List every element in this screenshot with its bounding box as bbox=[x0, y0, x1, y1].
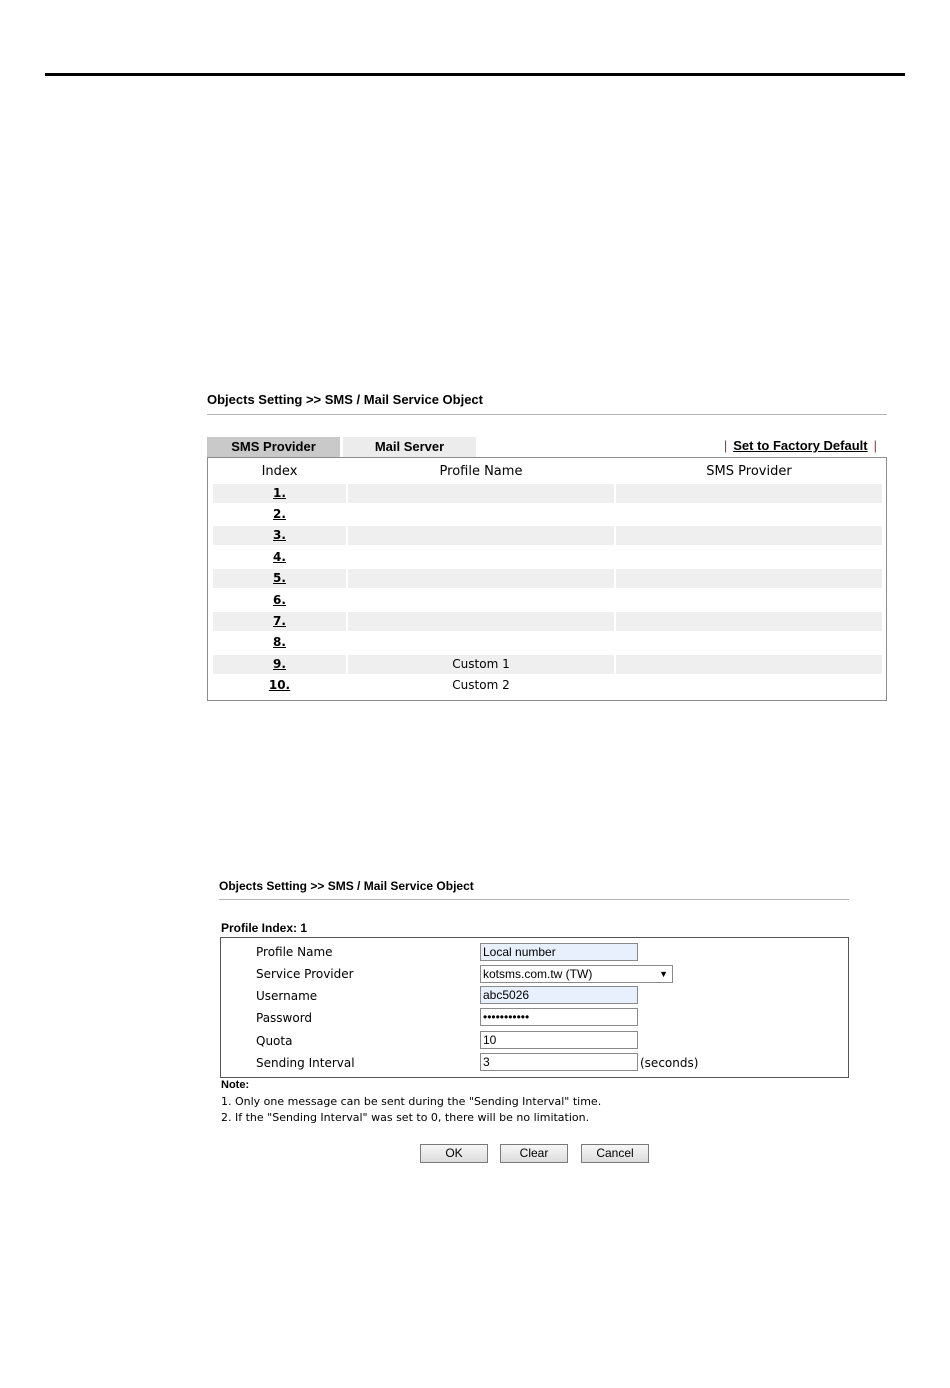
page-header-rule bbox=[45, 73, 905, 76]
set-factory-default-link[interactable]: Set to Factory Default bbox=[733, 438, 868, 453]
separator-right: | bbox=[873, 438, 877, 453]
column-header-index: Index bbox=[261, 464, 298, 479]
profile-index-link[interactable]: 6. bbox=[273, 593, 286, 607]
table-row bbox=[213, 505, 882, 525]
profile-form bbox=[220, 937, 849, 1078]
edit-page-title: Objects Setting >> SMS / Mail Service Object bbox=[219, 879, 474, 893]
profile-index-link[interactable]: 8. bbox=[273, 635, 286, 649]
service-provider-select[interactable] bbox=[480, 965, 673, 983]
profile-index-link[interactable]: 1. bbox=[213, 484, 346, 503]
sms-provider-cell bbox=[616, 655, 882, 674]
note-line: 1. Only one message can be sent during the "Sending Interval" time. bbox=[221, 1095, 602, 1108]
table-row bbox=[213, 526, 882, 546]
column-header-sms-provider: SMS Provider bbox=[706, 464, 792, 479]
table-row bbox=[213, 484, 882, 504]
profile-index-link[interactable]: 9. bbox=[213, 655, 346, 674]
profile-index-label: Profile Index: 1 bbox=[221, 921, 308, 935]
table-row bbox=[213, 633, 882, 653]
table-row bbox=[213, 548, 882, 568]
sms-profile-table bbox=[207, 457, 887, 701]
profile-name-cell bbox=[348, 484, 614, 503]
profile-name-cell bbox=[348, 612, 614, 631]
username-input[interactable]: abc5026 bbox=[480, 986, 638, 1004]
factory-default-area bbox=[718, 438, 883, 453]
tab-mail-server[interactable]: Mail Server bbox=[343, 437, 476, 457]
table-row bbox=[213, 612, 882, 632]
profile-index-link[interactable]: 5. bbox=[213, 569, 346, 588]
cancel-button[interactable]: Cancel bbox=[581, 1144, 649, 1163]
edit-title-divider bbox=[219, 899, 849, 900]
profile-name-cell bbox=[348, 505, 614, 524]
column-header-profile-name: Profile Name bbox=[439, 464, 523, 479]
sms-provider-cell bbox=[616, 633, 882, 652]
note-title: Note: bbox=[221, 1079, 250, 1091]
profile-name-cell bbox=[348, 548, 614, 567]
username-label: Username bbox=[256, 989, 318, 1003]
password-label: Password bbox=[256, 1011, 313, 1025]
sms-provider-cell bbox=[616, 612, 882, 631]
tab-sms-provider[interactable]: SMS Provider bbox=[207, 437, 340, 457]
profile-name-cell bbox=[348, 526, 614, 545]
profile-index-link[interactable]: 3. bbox=[213, 526, 346, 545]
profile-name-cell bbox=[348, 569, 614, 588]
sms-provider-cell bbox=[616, 676, 882, 695]
profile-name-label: Profile Name bbox=[256, 945, 333, 959]
service-provider-label: Service Provider bbox=[256, 967, 354, 981]
service-provider-value: kotsms.com.tw (TW) bbox=[483, 967, 593, 981]
profile-name-input[interactable]: Local number bbox=[480, 943, 638, 961]
list-title-divider bbox=[207, 414, 887, 415]
profile-index-link[interactable]: 10. bbox=[268, 678, 291, 692]
profile-index-link[interactable]: 4. bbox=[273, 550, 286, 564]
profile-name-cell: Custom 2 bbox=[452, 678, 510, 692]
password-input[interactable]: ••••••••••• bbox=[480, 1008, 638, 1026]
table-row bbox=[213, 655, 882, 675]
clear-button[interactable]: Clear bbox=[500, 1144, 568, 1163]
sending-interval-unit: (seconds) bbox=[640, 1056, 699, 1070]
sending-interval-input[interactable]: 3 bbox=[480, 1053, 638, 1071]
sms-provider-cell bbox=[616, 526, 882, 545]
note-line: 2. If the "Sending Interval" was set to 0, there will be no limitation. bbox=[221, 1111, 590, 1124]
profile-index-link[interactable]: 2. bbox=[273, 507, 286, 521]
profile-name-cell bbox=[348, 591, 614, 610]
profile-name-cell: Custom 1 bbox=[348, 655, 614, 674]
sms-provider-cell bbox=[616, 591, 882, 610]
dropdown-arrow-icon: ▼ bbox=[659, 969, 668, 979]
sms-provider-cell bbox=[616, 484, 882, 503]
table-row bbox=[213, 569, 882, 589]
list-page-title: Objects Setting >> SMS / Mail Service Object bbox=[207, 392, 483, 407]
table-row bbox=[213, 676, 882, 696]
sms-provider-cell bbox=[616, 505, 882, 524]
sms-provider-cell bbox=[616, 548, 882, 567]
quota-input[interactable]: 10 bbox=[480, 1031, 638, 1049]
sms-provider-cell bbox=[616, 569, 882, 588]
profile-index-link[interactable]: 7. bbox=[213, 612, 346, 631]
sending-interval-label: Sending Interval bbox=[256, 1056, 355, 1070]
profile-name-cell bbox=[348, 633, 614, 652]
quota-label: Quota bbox=[256, 1034, 293, 1048]
table-row bbox=[213, 591, 882, 611]
ok-button[interactable]: OK bbox=[420, 1144, 488, 1163]
separator-left: | bbox=[723, 438, 728, 453]
